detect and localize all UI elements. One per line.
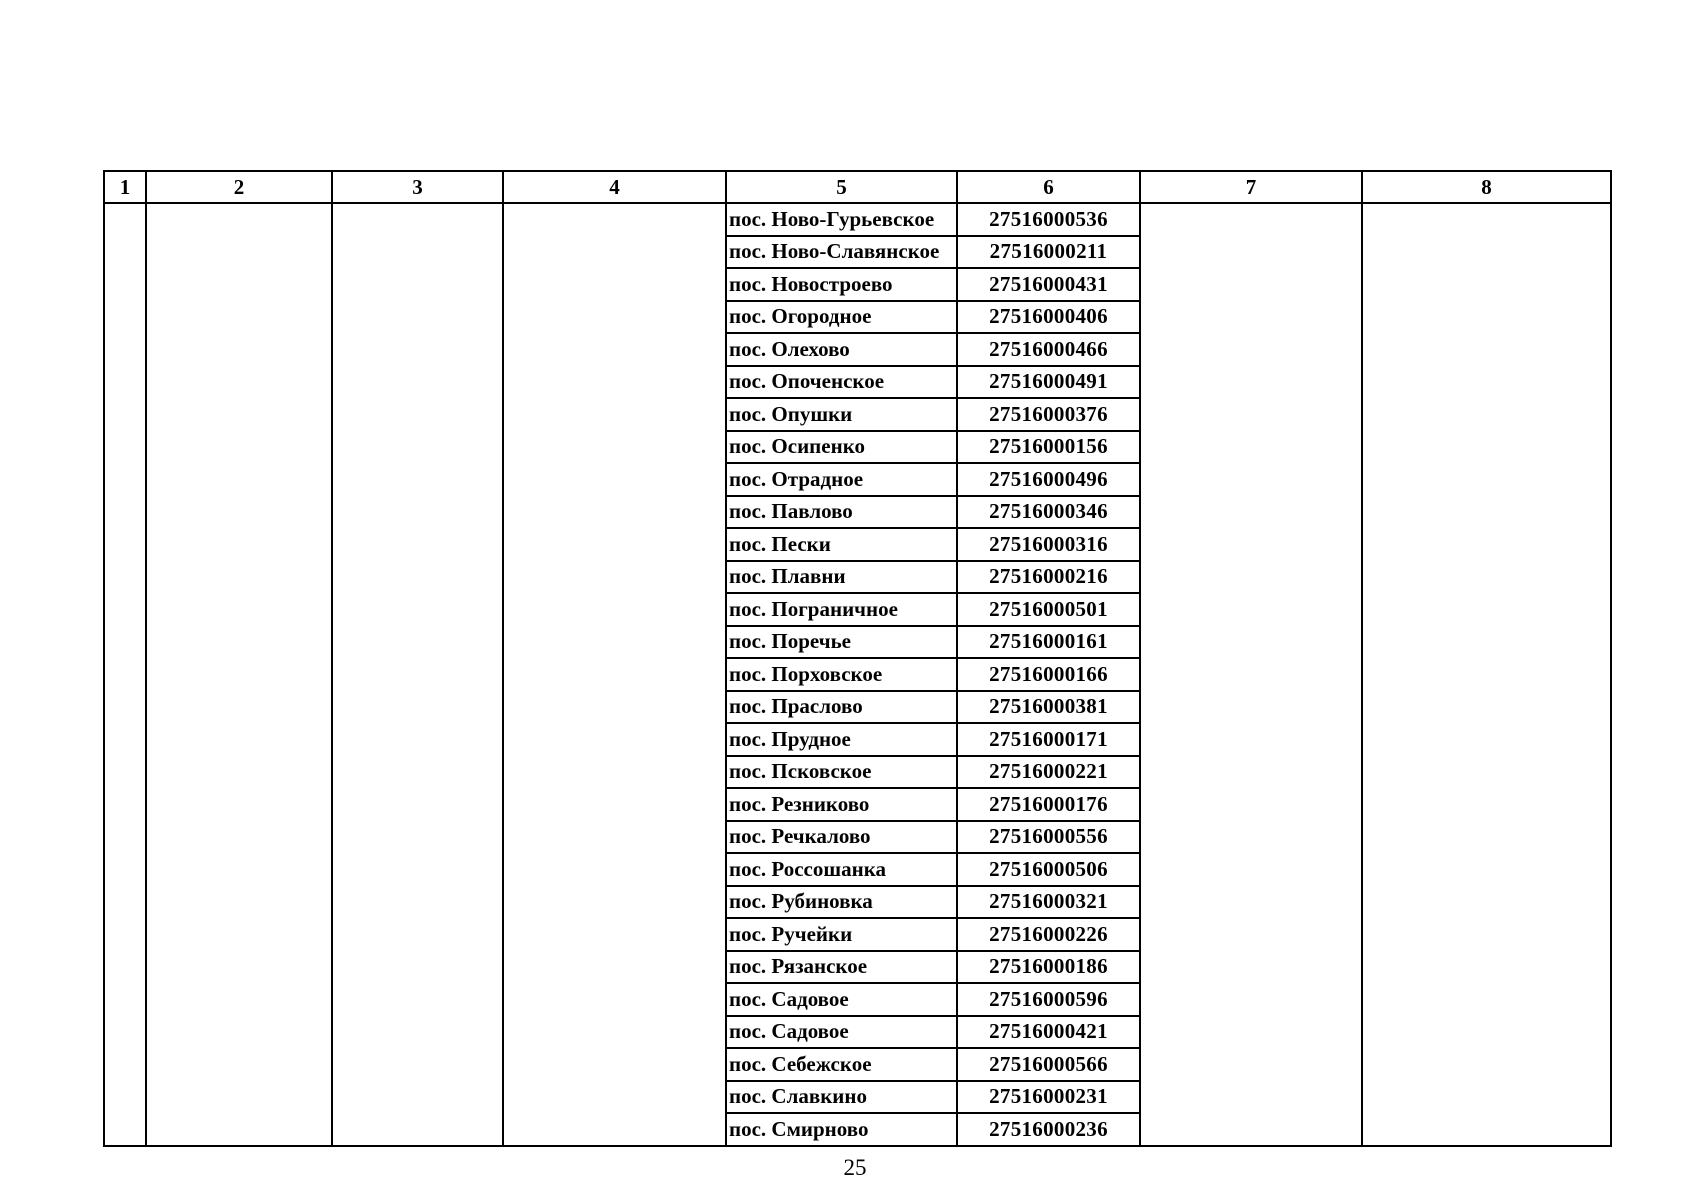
settlement-name: пос. Ручейки <box>726 918 957 951</box>
empty-cell-col-4 <box>503 203 726 1146</box>
settlement-code: 27516000171 <box>957 723 1140 756</box>
settlement-name: пос. Смирново <box>726 1113 957 1146</box>
settlement-name: пос. Рубиновка <box>726 886 957 919</box>
settlement-code: 27516000226 <box>957 918 1140 951</box>
settlement-name: пос. Пески <box>726 528 957 561</box>
settlement-code: 27516000431 <box>957 268 1140 301</box>
settlement-name: пос. Осипенко <box>726 431 957 464</box>
settlement-code: 27516000211 <box>957 236 1140 269</box>
settlement-name: пос. Огородное <box>726 301 957 334</box>
settlement-code: 27516000406 <box>957 301 1140 334</box>
header-col-3: 3 <box>332 171 503 203</box>
settlement-name: пос. Отрадное <box>726 463 957 496</box>
header-col-8: 8 <box>1362 171 1611 203</box>
header-col-1: 1 <box>104 171 146 203</box>
settlement-code: 27516000186 <box>957 951 1140 984</box>
settlement-code: 27516000216 <box>957 561 1140 594</box>
settlement-code: 27516000421 <box>957 1016 1140 1049</box>
settlement-name: пос. Новостроево <box>726 268 957 301</box>
header-col-6: 6 <box>957 171 1140 203</box>
empty-cell-col-3 <box>332 203 503 1146</box>
settlement-name: пос. Славкино <box>726 1081 957 1114</box>
settlement-name: пос. Садовое <box>726 983 957 1016</box>
settlement-code: 27516000236 <box>957 1113 1140 1146</box>
settlement-name: пос. Ново-Гурьевское <box>726 203 957 236</box>
settlement-name: пос. Олехово <box>726 333 957 366</box>
settlement-name: пос. Плавни <box>726 561 957 594</box>
settlement-name: пос. Порховское <box>726 658 957 691</box>
settlement-code: 27516000221 <box>957 756 1140 789</box>
settlement-name: пос. Псковское <box>726 756 957 789</box>
settlements-table <box>103 170 1612 1147</box>
settlement-code: 27516000381 <box>957 691 1140 724</box>
settlement-code: 27516000321 <box>957 886 1140 919</box>
header-row <box>104 171 1611 203</box>
settlement-code: 27516000316 <box>957 528 1140 561</box>
empty-cell-col-1 <box>104 203 146 1146</box>
settlement-name: пос. Опоченское <box>726 366 957 399</box>
settlement-code: 27516000161 <box>957 626 1140 659</box>
table-row <box>104 203 1611 236</box>
settlement-code: 27516000501 <box>957 593 1140 626</box>
empty-cell-col-7 <box>1140 203 1362 1146</box>
settlement-code: 27516000156 <box>957 431 1140 464</box>
settlement-name: пос. Ново-Славянское <box>726 236 957 269</box>
settlement-name: пос. Себежское <box>726 1048 957 1081</box>
settlement-name: пос. Опушки <box>726 398 957 431</box>
settlement-name: пос. Резниково <box>726 788 957 821</box>
settlement-code: 27516000506 <box>957 853 1140 886</box>
settlement-code: 27516000536 <box>957 203 1140 236</box>
empty-cell-col-2 <box>146 203 332 1146</box>
settlement-name: пос. Павлово <box>726 496 957 529</box>
settlement-name: пос. Прудное <box>726 723 957 756</box>
settlement-code: 27516000491 <box>957 366 1140 399</box>
settlement-code: 27516000496 <box>957 463 1140 496</box>
settlement-code: 27516000556 <box>957 821 1140 854</box>
page-number: 25 <box>843 1155 867 1180</box>
settlement-code: 27516000176 <box>957 788 1140 821</box>
settlement-name: пос. Поречье <box>726 626 957 659</box>
header-col-7: 7 <box>1140 171 1362 203</box>
settlement-name: пос. Праслово <box>726 691 957 724</box>
settlement-code: 27516000376 <box>957 398 1140 431</box>
settlement-name: пос. Рязанское <box>726 951 957 984</box>
settlement-code: 27516000466 <box>957 333 1140 366</box>
header-col-4: 4 <box>503 171 726 203</box>
settlement-name: пос. Россошанка <box>726 853 957 886</box>
header-col-2: 2 <box>146 171 332 203</box>
settlement-code: 27516000231 <box>957 1081 1140 1114</box>
header-col-5: 5 <box>726 171 957 203</box>
table-body <box>104 203 1611 1146</box>
settlement-name: пос. Речкалово <box>726 821 957 854</box>
settlement-code: 27516000166 <box>957 658 1140 691</box>
settlement-code: 27516000566 <box>957 1048 1140 1081</box>
settlement-code: 27516000346 <box>957 496 1140 529</box>
settlement-name: пос. Садовое <box>726 1016 957 1049</box>
empty-cell-col-8 <box>1362 203 1611 1146</box>
settlement-code: 27516000596 <box>957 983 1140 1016</box>
settlement-name: пос. Пограничное <box>726 593 957 626</box>
